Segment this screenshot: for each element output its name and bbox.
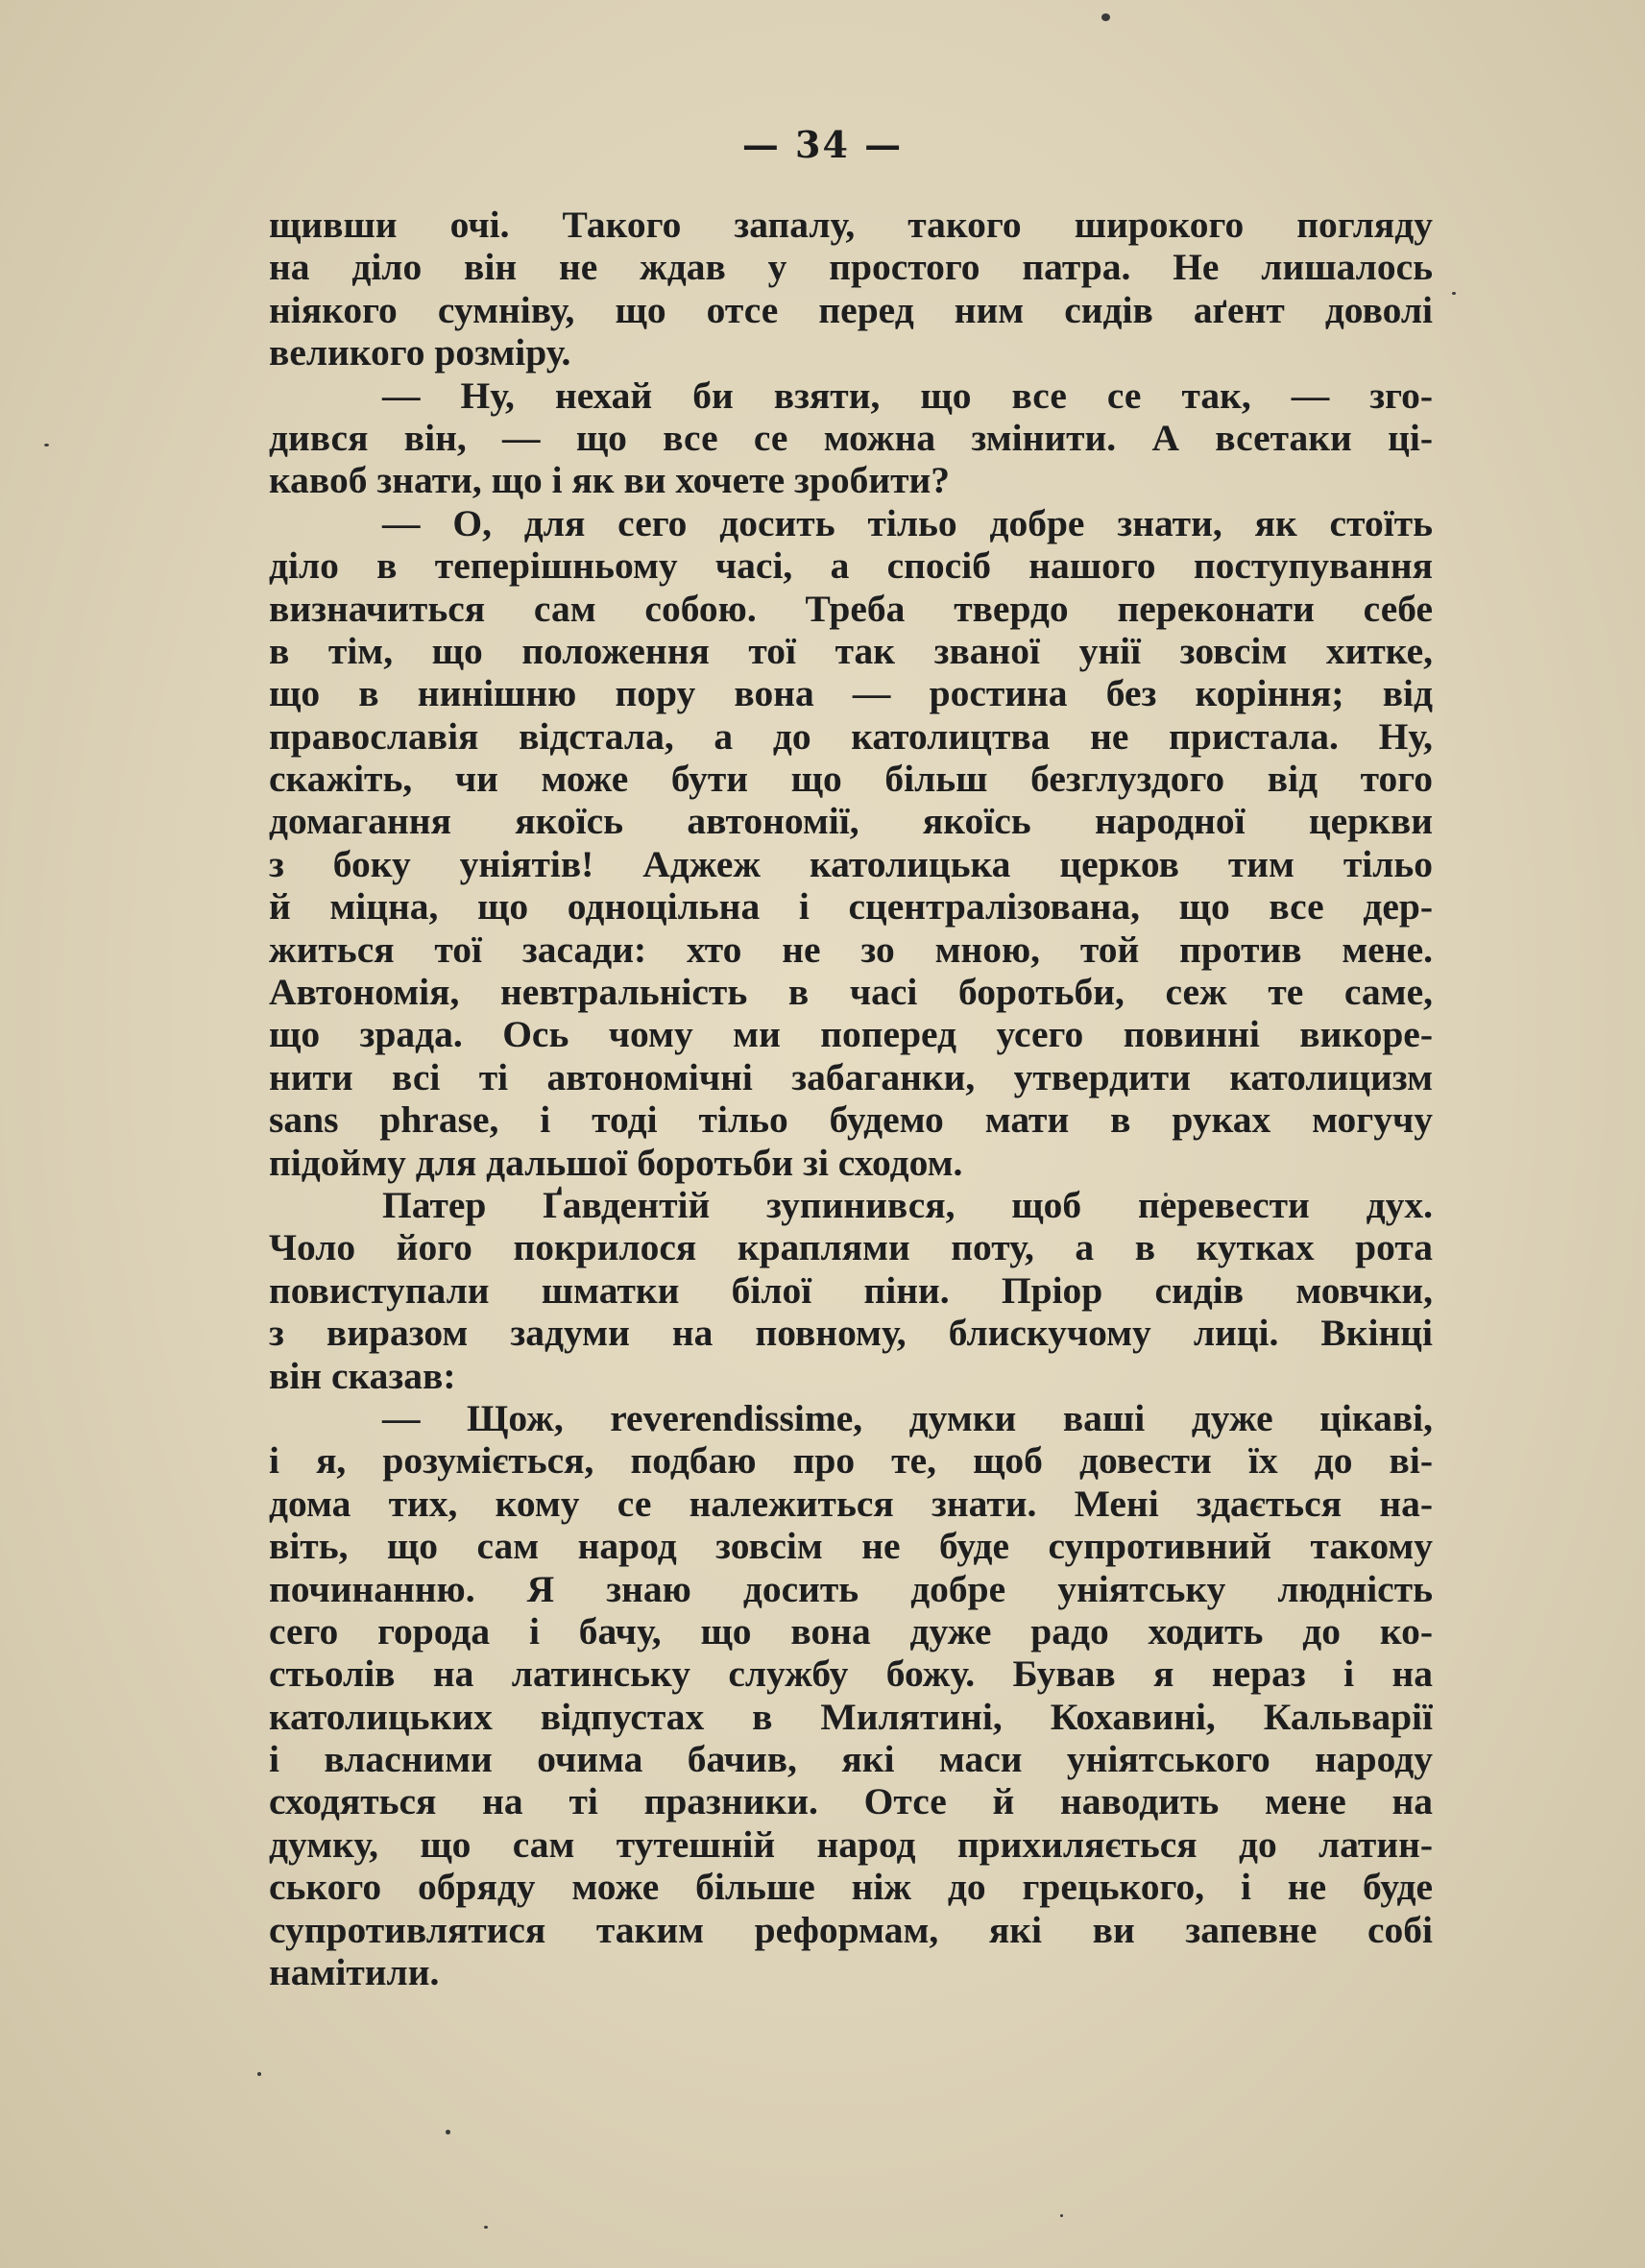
text-line: визначиться сам собою. Треба твердо переконати себе (269, 587, 1433, 630)
text-line: Чоло його покрилося краплями поту, а в кутках рота (269, 1226, 1433, 1269)
text-line: що в нинішню пору вона — ростина без коріння; від (269, 672, 1433, 715)
text-line: діло в теперішньому часі, а спосіб нашого поступування (269, 544, 1433, 588)
text-line: дився він, — що все се можна змінити. А всетаки ці- (269, 416, 1433, 459)
text-line: думку, що сам тутешній народ прихиляється до латин- (269, 1822, 1433, 1866)
text-line: ського обряду може більше ніж до грецького, і не буде (269, 1866, 1433, 1909)
text-line: й міцна, що одноцільна і сцентралізована, що все дер- (269, 885, 1433, 929)
text-line: ніякого сумніву, що отсе перед ним сидів аґент доволі (269, 288, 1433, 331)
text-line: — Щож, reverendissime, думки ваші дуже цікаві, (382, 1396, 1433, 1439)
ink-speck (446, 2130, 450, 2135)
text-line: стьолів на латинську службу божу. Бував я нераз і на (269, 1653, 1433, 1696)
ink-speck (1101, 13, 1110, 21)
text-line: сходяться на ті празники. Отсе й наводить мене на (269, 1780, 1433, 1823)
text-line: домагання якоїсь автономії, якоїсь народної церкви (269, 800, 1433, 843)
text-line: підойму для дальшої боротьби зі сходом. (269, 1141, 963, 1184)
text-line: нити всі ті автономічні забаганки, утвердити католицизм (269, 1055, 1433, 1098)
text-line: кавоб знати, що і як ви хочете зробити? (269, 459, 951, 502)
text-line: намітили. (269, 1951, 440, 1994)
text-line: — О, для сего досить тільо добре знати, як стоїть (382, 501, 1433, 544)
text-line: дома тих, кому се належиться знати. Мені здається на- (269, 1482, 1433, 1525)
text-line: Автономія, невтральність в часі боротьби, сеж те саме, (269, 971, 1433, 1014)
text-line: з боку уніятів! Аджеж католицька церков тим тільо (269, 842, 1433, 885)
text-line: католицьких відпустах в Милятині, Кохавині, Кальварії (269, 1695, 1433, 1738)
text-line: він сказав: (269, 1354, 456, 1397)
text-line: і я, розуміється, подбаю про те, щоб довести їх до ві- (269, 1439, 1433, 1483)
text-line: Патер Ґавдентій зупинився, щоб перевести дух. (382, 1183, 1433, 1226)
ink-speck (257, 2072, 261, 2076)
text-line: sans phrase, і тоді тільо будемо мати в руках могучу (269, 1098, 1433, 1142)
ink-speck (1060, 2214, 1063, 2217)
text-line: скажіть, чи може бути що більш безглуздого від того (269, 758, 1433, 801)
ink-speck (1452, 292, 1456, 295)
text-line: супротивлятися таким реформам, які ви запевне собі (269, 1908, 1433, 1951)
text-line: щивши очі. Такого запалу, такого широкого погляду (269, 204, 1433, 246)
page-number: — 34 — (741, 123, 904, 166)
text-line: віть, що сам народ зовсім не буде супротивний такому (269, 1525, 1433, 1568)
text-line: житься тої засади: хто не зо мною, той против мене. (269, 928, 1433, 971)
ink-speck (484, 2226, 488, 2229)
text-line: на діло він не ждав у простого патра. Не лишалось (269, 246, 1433, 289)
text-line: повиступали шматки білої піни. Пріор сидів мовчки, (269, 1268, 1433, 1312)
text-line: починанню. Я знаю досить добре уніятську людність (269, 1567, 1433, 1610)
text-line: з виразом задуми на повному, блискучому лиці. Вкінці (269, 1312, 1433, 1355)
text-line: в тім, що положення тої так званої унії зовсім хитке, (269, 629, 1433, 672)
body-text (269, 204, 1433, 1993)
text-line: сего города і бачу, що вона дуже радо ходить до ко- (269, 1609, 1433, 1653)
text-line: великого розміру. (269, 331, 571, 374)
ink-speck (44, 444, 49, 446)
text-line: що зрада. Ось чому ми поперед усего повинні викоре- (269, 1013, 1433, 1056)
text-line: православія відстала, а до католицтва не пристала. Ну, (269, 714, 1433, 758)
text-line: і власними очима бачив, які маси уніятського народу (269, 1738, 1433, 1781)
text-line: — Ну, нехай би взяти, що все се так, — зго- (382, 374, 1433, 417)
